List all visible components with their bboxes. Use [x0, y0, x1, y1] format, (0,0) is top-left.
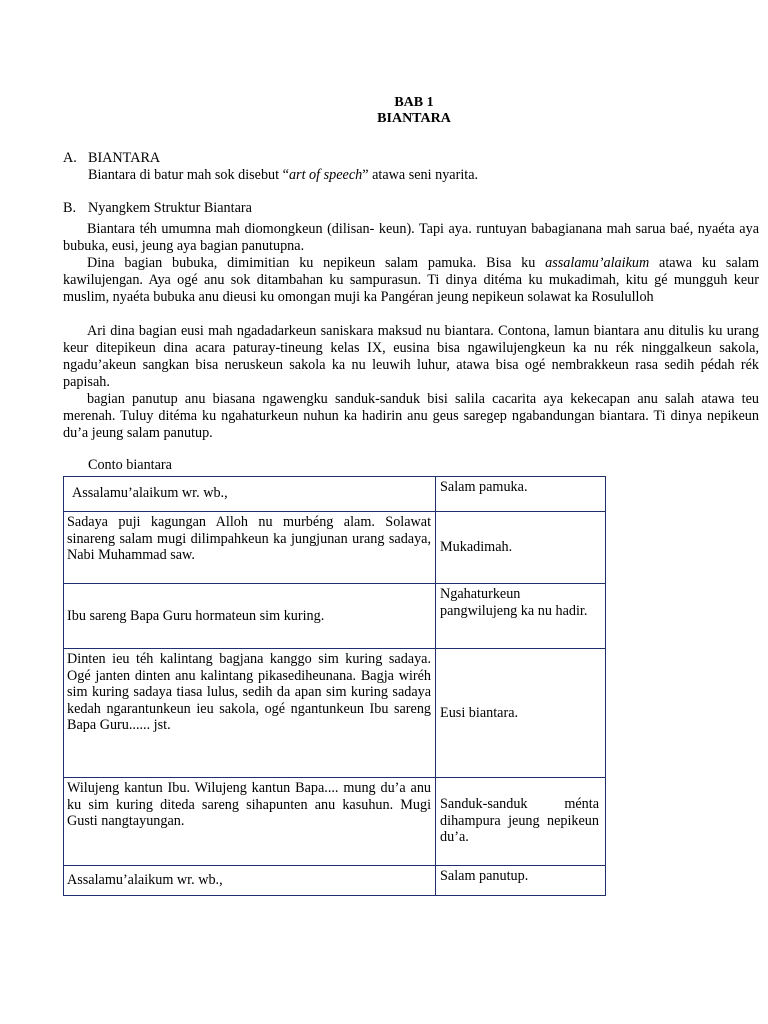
- section-b-paragraph-3: Ari dina bagian eusi mah ngadadarkeun saniskara maksud nu biantara. Contona, lamun biantara anu ditulis ku urang keur ditepikeun dina acara paturay-tineung kelas IX, eusina bisa ngawilujengkeun ka nu rék ninggalkeun sakola, ngadu’akeun sangkan bisa neruskeun sakola ka nu leuwih luhur, atawa bisa ogé nembrakkeun rasa sedih pédah rék papisah.: [63, 323, 759, 390]
- speech-text-cell: Sadaya puji kagungan Alloh nu murbéng alam. Solawat sinareng salam mugi dilimpahkeun ka jungjunan urang sadaya, Nabi Muhammad saw.: [64, 512, 436, 584]
- section-a-text: Biantara di batur mah sok disebut “art of speech” atawa seni nyarita.: [88, 167, 479, 183]
- table-row: [64, 778, 606, 866]
- section-b-paragraph-2: Dina bagian bubuka, dimimitian ku nepikeun salam pamuka. Bisa ku assalamu’alaikum atawa ku salam kawilujengan. Aya ogé anu sok ditambahan ku sampurasun. Ti dinya ditéma ku mukadimah, kitu gé mungguh keur muslim, nyaéta bubuka anu dieusi ku omongan muji ka Pangéran jeung nepikeun solawat ka Rosululloh: [63, 255, 759, 305]
- speech-text-cell: Wilujeng kantun Ibu. Wilujeng kantun Bapa.... mung du’a anu ku sim kuring diteda sareng sihapunten anu kasuhun. Mugi Gusti nangtayungan.: [64, 778, 436, 866]
- chapter-title: BIANTARA: [377, 111, 451, 126]
- chapter-number: BAB 1: [394, 95, 434, 110]
- table-row: [64, 866, 606, 896]
- example-table: [63, 476, 606, 896]
- speech-part-cell: Salam panutup.: [436, 866, 606, 896]
- section-b-paragraph-1: Biantara téh umumna mah diomongkeun (dilisan- keun). Tapi aya. runtuyan babagianana mah sarua baé, nyaéta aya bubuka, eusi, jeung aya bagian panutupna.: [63, 221, 759, 254]
- speech-part-cell: Eusi biantara.: [436, 649, 606, 778]
- speech-part-cell: Ngahaturkeun pangwilujeng ka nu hadir.: [436, 584, 606, 649]
- speech-text-cell: Dinten ieu téh kalintang bagjana kanggo sim kuring sadaya. Ogé janten dinten anu kalintang pikasediheunana. Bagja wiréh sim kuring sadaya tiasa lulus, sedih da apan sim kuring sadaya kedah ngarantunkeun ieu sakola, ogé ngantunkeun Ibu sareng Bapa Guru...... jst.: [64, 649, 436, 778]
- section-b-heading: Nyangkem Struktur Biantara: [88, 200, 252, 216]
- speech-text-cell: Assalamu’alaikum wr. wb.,: [64, 477, 436, 512]
- table-row: [64, 512, 606, 584]
- section-b-paragraph-4: bagian panutup anu biasana ngawengku sanduk-sanduk bisi salila cacarita aya kekecapan anu salah atawa teu merenah. Tuluy ditéma ku ngahaturkeun nuhun ka hadirin anu geus saregep ngabandungan biantara. Ti dinya nepikeun du’a jeung salam panutup.: [63, 391, 759, 441]
- speech-part-cell: Sanduk-sanduk ménta dihampura jeung nepikeun du’a.: [436, 778, 606, 866]
- section-a-label: A.: [63, 150, 77, 166]
- section-a-heading: BIANTARA: [88, 150, 161, 166]
- speech-text-cell: Assalamu’alaikum wr. wb.,: [64, 866, 436, 896]
- section-b-label: B.: [63, 200, 77, 216]
- table-row: [64, 584, 606, 649]
- speech-text-cell: Ibu sareng Bapa Guru hormateun sim kuring.: [64, 584, 436, 649]
- table-row: [64, 477, 606, 512]
- speech-part-cell: Salam pamuka.: [436, 477, 606, 512]
- speech-part-cell: Mukadimah.: [436, 512, 606, 584]
- table-row: [64, 649, 606, 778]
- example-caption: Conto biantara: [88, 457, 172, 473]
